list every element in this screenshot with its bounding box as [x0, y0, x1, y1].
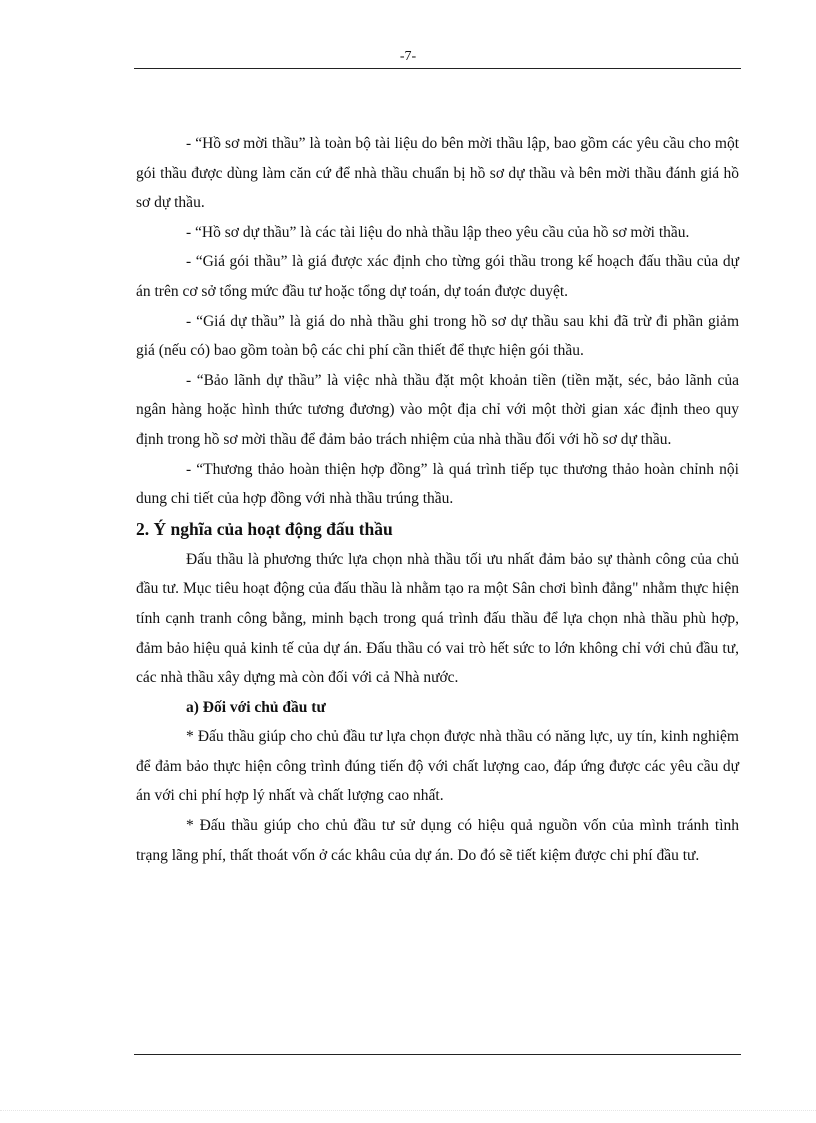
- definition-paragraph: - “Bảo lãnh dự thầu” là việc nhà thầu đặt một khoản tiền (tiền mặt, séc, bảo lãnh của ngân hàng hoặc hình thức tương đương) vào một địa chỉ với một thời gian xác định theo quy định trong hồ sơ mời thầu để đảm bảo trách nhiệm của nhà thầu đối với hồ sơ dự thầu.: [136, 371, 739, 448]
- definition-paragraph: - “Giá dự thầu” là giá do nhà thầu ghi trong hồ sơ dự thầu sau khi đã trừ đi phần giảm giá (nếu có) bao gồm toàn bộ các chi phí cần thiết để thực hiện gói thầu.: [136, 312, 739, 360]
- definition-paragraph: - “Hồ sơ mời thầu” là toàn bộ tài liệu do bên mời thầu lập, bao gồm các yêu cầu cho một gói thầu được dùng làm căn cứ để nhà thầu chuẩn bị hồ sơ dự thầu và bên mời thầu đánh giá hồ sơ dự thầu.: [136, 135, 739, 212]
- section-intro-paragraph: Đấu thầu là phương thức lựa chọn nhà thầu tối ưu nhất đảm bảo sự thành công của chủ đầu tư. Mục tiêu hoạt động của đấu thầu là nhằm tạo ra một Sân chơi bình đẳng" nhằm thực hiện tính cạnh tranh công bằng, minh bạch trong quá trình đấu thầu để lựa chọn nhà thầu phù hợp, đảm bảo hiệu quả kinh tế của dự án. Đấu thầu có vai trò hết sức to lớn không chỉ với chủ đầu tư, các nhà thầu xây dựng mà còn đối với cả Nhà nước.: [136, 550, 739, 687]
- header-rule: [134, 68, 741, 69]
- page-edge-divider: [0, 1110, 816, 1111]
- footer-rule: [134, 1054, 741, 1055]
- page-number: -7-: [399, 49, 417, 64]
- definition-paragraph: - “Hồ sơ dự thầu” là các tài liệu do nhà thầu lập theo yêu cầu của hồ sơ mời thầu.: [186, 223, 690, 241]
- definition-paragraph: - “Giá gói thầu” là giá được xác định cho từng gói thầu trong kế hoạch đấu thầu của dự án trên cơ sở tổng mức đầu tư hoặc tổng dự toán, dự toán được duyệt.: [136, 253, 739, 300]
- section-heading: 2. Ý nghĩa của hoạt động đấu thầu: [136, 518, 393, 539]
- bullet-paragraph: * Đấu thầu giúp cho chủ đầu tư lựa chọn được nhà thầu có năng lực, uy tín, kinh nghiệm để đảm bảo thực hiện công trình đúng tiến độ với chất lượng cao, đáp ứng được các yêu cầu dự án với chi phí hợp lý nhất và chất lượng cao nhất.: [136, 728, 739, 805]
- definition-paragraph: - “Thương thảo hoàn thiện hợp đồng” là quá trình tiếp tục thương thảo hoàn chỉnh nội dung chi tiết của hợp đồng với nhà thầu trúng thầu.: [136, 460, 739, 508]
- bullet-paragraph: * Đấu thầu giúp cho chủ đầu tư sử dụng có hiệu quả nguồn vốn của mình tránh tình trạng lãng phí, thất thoát vốn ở các khâu của dự án. Do đó sẽ tiết kiệm được chi phí đầu tư.: [136, 817, 739, 864]
- document-body: [136, 129, 739, 870]
- subsection-heading: a) Đối với chủ đầu tư: [186, 698, 326, 716]
